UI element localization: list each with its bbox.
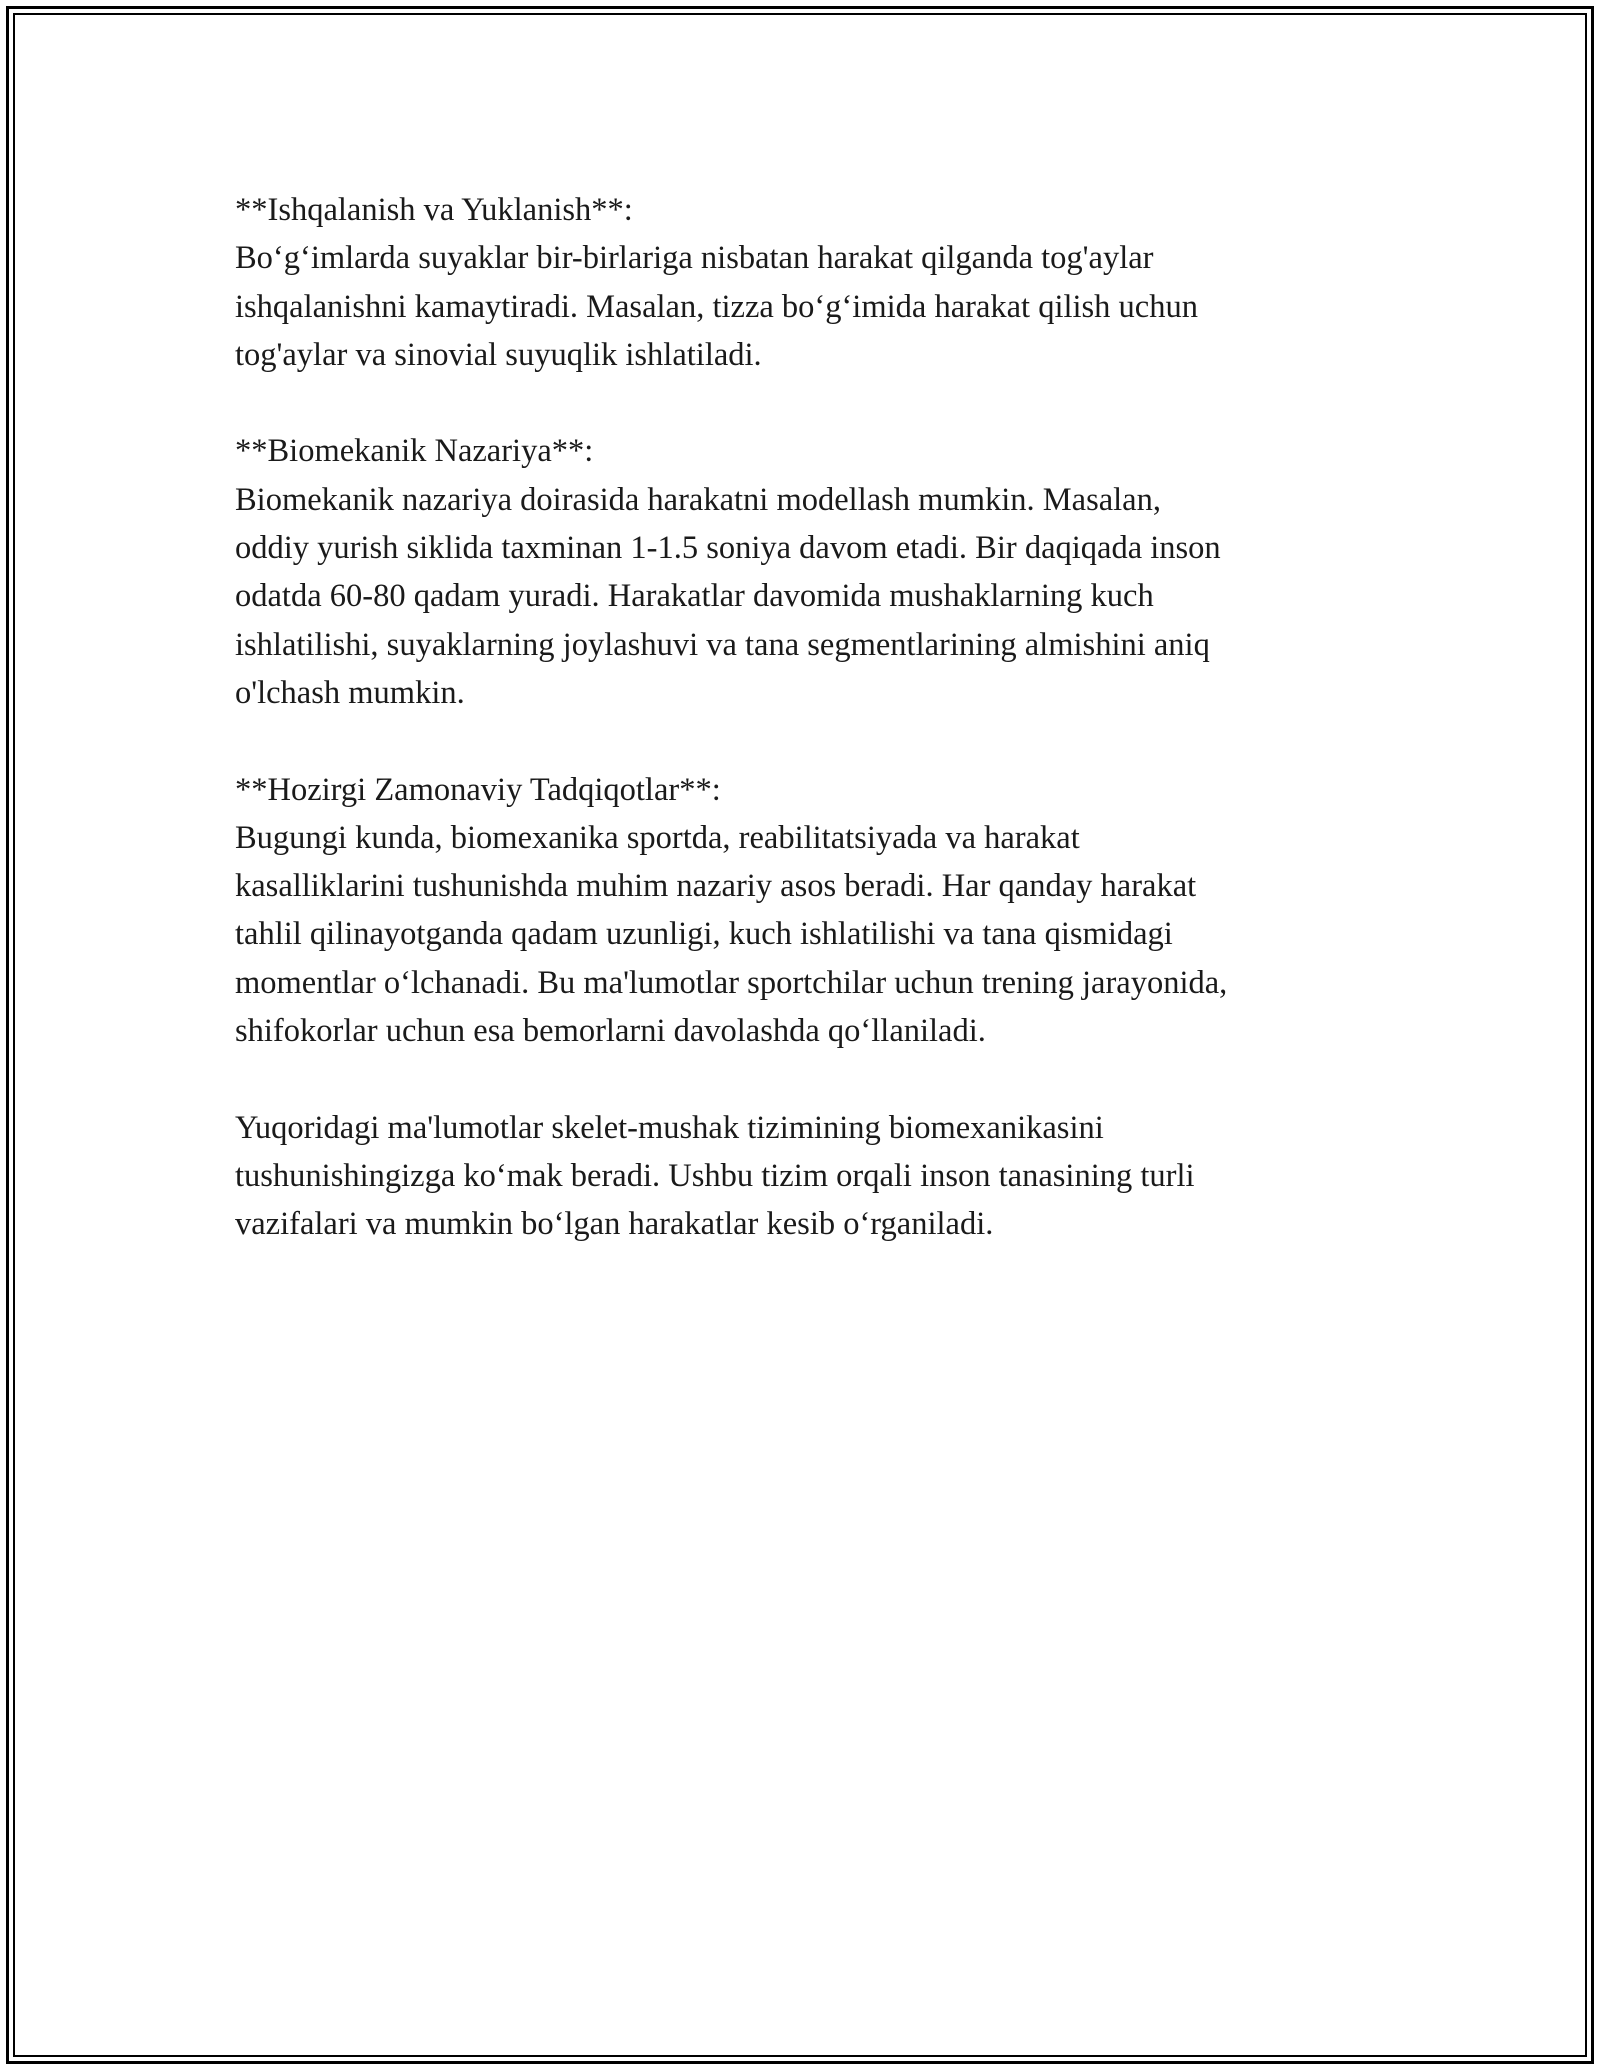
paragraph-line: oddiy yurish siklida taxminan 1-1.5 soniya davom etadi. Bir daqiqada inson	[235, 530, 1221, 567]
paragraph-line: Bugungi kunda, biomexanika sportda, reabilitatsiyada va harakat	[235, 819, 1080, 856]
paragraph-line: ishlatilishi, suyaklarning joylashuvi va tana segmentlarining almishini aniq	[235, 626, 1210, 663]
section-biomechanic-theory	[235, 427, 1375, 717]
section-heading: **Hozirgi Zamonaviy Tadqiqotlar**:	[235, 771, 721, 808]
section-paragraph	[235, 476, 1375, 717]
section-modern-research	[235, 766, 1375, 1056]
paragraph-line: Biomekanik nazariya doirasida harakatni modellash mumkin. Masalan,	[235, 481, 1161, 518]
paragraph-line: Bo‘g‘imlarda suyaklar bir-birlariga nisbatan harakat qilganda tog'aylar	[235, 240, 1154, 277]
paragraph-line: Yuqoridagi ma'lumotlar skelet-mushak tizimining biomexanikasini	[235, 1109, 1104, 1146]
paragraph-line: tahlil qilinayotganda qadam uzunligi, kuch ishlatilishi va tana qismidagi	[235, 916, 1173, 953]
paragraph-line: o'lchash mumkin.	[235, 674, 465, 711]
paragraph-line: tushunishingizga ko‘mak beradi. Ushbu tizim orqali inson tanasining turli	[235, 1157, 1195, 1194]
document-body	[235, 186, 1375, 1297]
section-conclusion	[235, 1104, 1375, 1249]
paragraph-line: odatda 60-80 qadam yuradi. Harakatlar davomida mushaklarning kuch	[235, 578, 1154, 615]
section-heading: **Ishqalanish va Yuklanish**:	[235, 192, 633, 228]
paragraph-line: vazifalari va mumkin bo‘lgan harakatlar kesib o‘rganiladi.	[235, 1206, 994, 1243]
section-friction-load	[235, 186, 1375, 379]
section-paragraph	[235, 1104, 1375, 1249]
paragraph-line: momentlar o‘lchanadi. Bu ma'lumotlar sportchilar uchun trening jarayonida,	[235, 964, 1228, 1001]
section-heading: **Biomekanik Nazariya**:	[235, 433, 594, 470]
paragraph-line: shifokorlar uchun esa bemorlarni davolashda qo‘llaniladi.	[235, 1013, 986, 1050]
paragraph-line: kasalliklarini tushunishda muhim nazariy asos beradi. Har qanday harakat	[235, 868, 1197, 905]
section-paragraph	[235, 234, 1375, 379]
paragraph-line: ishqalanishni kamaytiradi. Masalan, tizza bo‘g‘imida harakat qilish uchun	[235, 288, 1198, 325]
paragraph-line: tog'aylar va sinovial suyuqlik ishlatiladi.	[235, 336, 762, 373]
section-paragraph	[235, 814, 1375, 1055]
